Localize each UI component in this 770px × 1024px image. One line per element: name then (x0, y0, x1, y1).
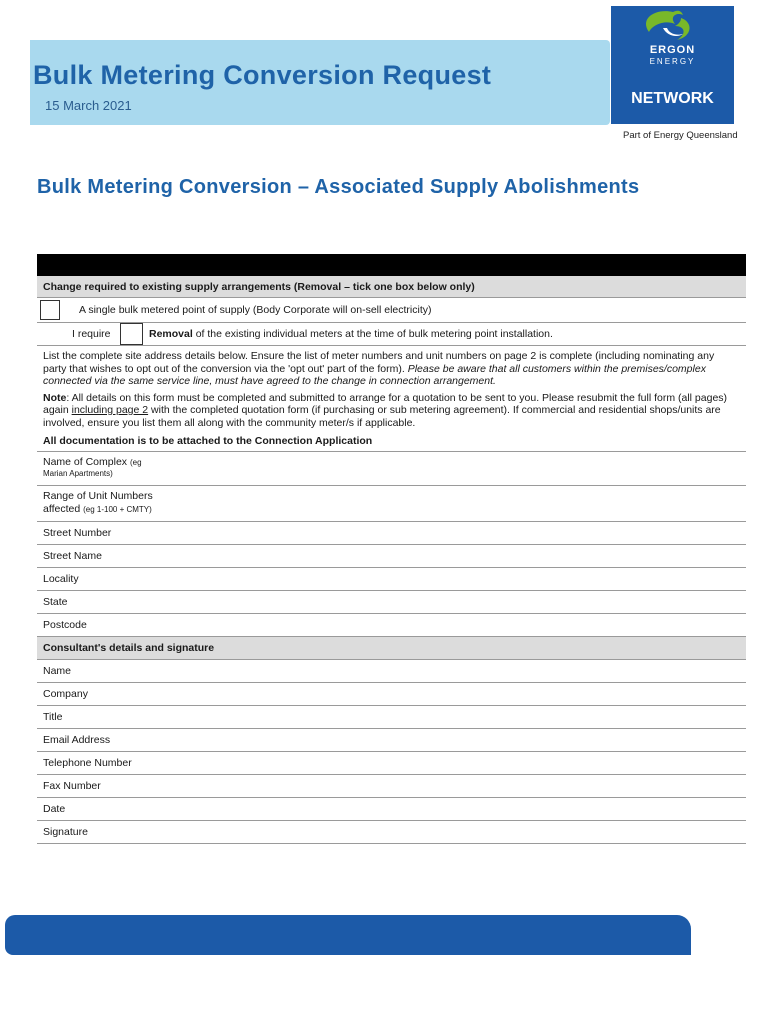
postcode-field[interactable]: Postcode (37, 614, 746, 637)
signature-field[interactable]: Signature (37, 821, 746, 844)
title-field[interactable]: Title (37, 706, 746, 729)
note-link: including page 2 (71, 404, 149, 416)
option-removal-checkbox[interactable] (120, 323, 143, 345)
footer-bar (5, 915, 691, 955)
complex-name-example: Marian Apartments) (43, 469, 113, 478)
name-field[interactable]: Name (37, 660, 746, 683)
locality-field[interactable]: Locality (37, 568, 746, 591)
option-removal-bold: Removal (149, 328, 193, 340)
ergon-logo (611, 6, 734, 124)
change-required-header: Change required to existing supply arrangements (Removal – tick one box below only) (37, 276, 746, 298)
form-table (37, 276, 746, 844)
complex-name-row[interactable]: Name of Complex (eg Marian Apartments) (37, 452, 746, 486)
fax-field[interactable]: Fax Number (37, 775, 746, 798)
unit-range-label: Range of Unit Numbers (43, 490, 153, 502)
black-header-bar (37, 254, 746, 276)
note-paragraph (37, 391, 746, 433)
instructions-paragraph (37, 346, 746, 391)
state-field[interactable]: State (37, 591, 746, 614)
unit-range-example: (eg 1-100 + CMTY) (83, 505, 152, 514)
company-field[interactable]: Company (37, 683, 746, 706)
option-removal-prefix: I require (72, 328, 111, 340)
option-single-bulk-checkbox[interactable] (40, 300, 60, 320)
logo-network-text: NETWORK (631, 90, 714, 107)
logo-tagline: Part of Energy Queensland (623, 130, 738, 141)
attach-docs-header: All documentation is to be attached to the Connection Application (37, 432, 746, 452)
consultant-header: Consultant's details and signature (37, 637, 746, 660)
street-number-field[interactable]: Street Number (37, 522, 746, 545)
option-removal-row (37, 323, 746, 346)
unit-range-row[interactable]: Range of Unit Numbers affected (eg 1-100 + CMTY) (37, 486, 746, 522)
option-removal-text: of the existing individual meters at the time of bulk metering point installation. (195, 328, 553, 340)
date-field[interactable]: Date (37, 798, 746, 821)
swirl-icon (611, 6, 734, 46)
option-single-bulk-row (37, 298, 746, 323)
note-text-1: : All details on this form must be completed and submitted to arrange for a quotation to be sent to you. Please resubmit the full form (all pages) again (43, 391, 728, 416)
document-date: 15 March 2021 (45, 98, 132, 113)
option-single-bulk-label: A single bulk metered point of supply (Body Corporate will on-sell electricity) (79, 304, 432, 316)
note-label: Note (43, 391, 67, 404)
section-heading: Bulk Metering Conversion – Associated Supply Abolishments (37, 176, 640, 198)
telephone-field[interactable]: Telephone Number (37, 752, 746, 775)
email-field[interactable]: Email Address (37, 729, 746, 752)
instructions-italic: Please be aware that all customers within the premises/complex connected via the same service line, must have agreed to the change in connection arrangement. (43, 362, 706, 387)
complex-name-label: Name of Complex (43, 456, 128, 468)
logo-energy-text: ENERGY (649, 57, 696, 66)
note-text-2: with the completed quotation form (if purchasing or sub metering agreement). If commercial and residential shops/units are involved, ensure you list them all along with the community meter/s if applicable. (43, 404, 721, 429)
option-removal-label (149, 328, 553, 340)
instructions-text: List the complete site address details below. Ensure the list of meter numbers and unit numbers on page 2 is complete (including nominating any party that wishes to opt out of the conversion via the 'opt out' part of the form). (43, 350, 715, 375)
street-name-field[interactable]: Street Name (37, 545, 746, 568)
page-title: Bulk Metering Conversion Request (33, 60, 492, 90)
logo-ergon-text: ERGON (649, 44, 696, 56)
